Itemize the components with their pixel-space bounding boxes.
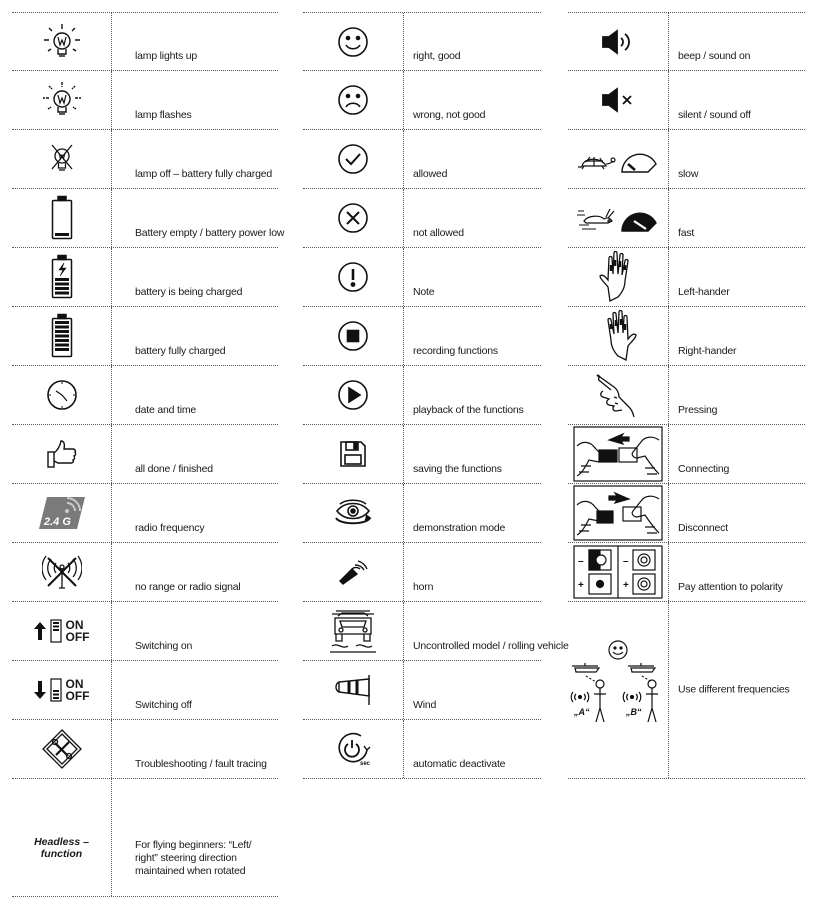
legend-label: Uncontrolled model / rolling vehicle: [413, 640, 569, 652]
legend-row-lamp-off: [12, 130, 278, 189]
smiley-happy-icon: [337, 26, 369, 58]
lamp-off-icon: [44, 141, 80, 177]
legend-label: right, good: [413, 50, 461, 62]
legend-row-battery-full: [12, 307, 278, 366]
battery-full-icon: [50, 313, 74, 359]
switch-off-text: OFF: [65, 630, 90, 644]
legend-row-lamp-flash: [12, 71, 278, 130]
smiley-sad-icon: [337, 84, 369, 116]
legend-label: automatic deactivate: [413, 758, 506, 770]
legend-row-headless: [12, 779, 278, 897]
legend-row-slow: [568, 130, 805, 189]
legend-row-smiley-happy: [303, 12, 541, 71]
auto-power-off-icon: [333, 730, 373, 768]
thumbs-up-icon: [45, 437, 79, 471]
legend-label: fast: [678, 227, 695, 239]
clock-icon: [45, 378, 79, 412]
legend-label: Left-hander: [678, 286, 730, 298]
legend-row-note: [303, 248, 541, 307]
legend-label: radio frequency: [135, 522, 205, 534]
legend-label: Pressing: [678, 404, 718, 416]
legend-label: horn: [413, 581, 434, 593]
legend-row-connecting: [568, 425, 805, 484]
legend-label: lamp lights up: [135, 50, 197, 62]
frequency-b-label: „B“: [626, 707, 642, 717]
legend-row-left-hander: [568, 248, 805, 307]
legend-label: lamp off – battery fully charged: [135, 168, 272, 180]
legend-row-battery-charging: [12, 248, 278, 307]
legend-label: battery fully charged: [135, 345, 226, 357]
battery-charging-icon: [50, 254, 74, 300]
connecting-icon: [573, 426, 663, 482]
legend-label: silent / sound off: [678, 109, 751, 121]
switch-on-text: ON: [65, 618, 84, 632]
legend-row-smiley-sad: [303, 71, 541, 130]
legend-row-wind: [303, 661, 541, 720]
headless-function-description: For flying beginners: “Left/ right” steering direction maintained when rotated: [135, 839, 252, 877]
legend-label: allowed: [413, 168, 448, 180]
legend-row-polarity: [568, 543, 805, 602]
windsock-icon: [331, 673, 375, 707]
legend-row-auto-off: [303, 720, 541, 779]
speaker-on-icon: [601, 29, 635, 55]
radio-frequency-badge: 2.4 G: [43, 516, 71, 528]
polarity-icon: [573, 545, 663, 599]
legend-row-sound-off: [568, 71, 805, 130]
legend-row-troubleshooting: [12, 720, 278, 779]
legend-row-cross: [303, 189, 541, 248]
polarity-minus-left: –: [578, 556, 584, 567]
exclamation-circle-icon: [337, 261, 369, 293]
speaker-mute-icon: [601, 87, 635, 113]
legend-label: not allowed: [413, 227, 464, 239]
legend-row-lamp-lit: [12, 12, 278, 71]
legend-row-no-signal: [12, 543, 278, 602]
legend-label: Switching off: [135, 699, 192, 711]
legend-label: slow: [678, 168, 699, 180]
legend-label: Right-hander: [678, 345, 737, 357]
right-hand-icon: [598, 310, 638, 362]
polarity-plus-right: +: [623, 580, 629, 591]
legend-row-frequencies: [568, 602, 805, 779]
legend-row-battery-empty: [12, 189, 285, 248]
switch-off-icon: [34, 678, 90, 702]
lamp-lit-icon: [40, 22, 84, 62]
demo-eye-icon: [332, 498, 374, 528]
legend-label: demonstration mode: [413, 522, 506, 534]
legend-label: battery is being charged: [135, 286, 243, 298]
legend-row-demo: [303, 484, 541, 543]
legend-label: lamp flashes: [135, 109, 192, 121]
legend-label: no range or radio signal: [135, 581, 241, 593]
polarity-plus-left: +: [578, 580, 584, 591]
cross-circle-icon: [337, 202, 369, 234]
legend-label: Wind: [413, 699, 437, 711]
legend-row-right-hander: [568, 307, 805, 366]
legend-label: Pay attention to polarity: [678, 581, 783, 593]
legend-label: recording functions: [413, 345, 498, 357]
legend-label: playback of the functions: [413, 404, 524, 416]
troubleshooting-icon: [42, 729, 82, 769]
legend-row-thumbs-up: [12, 425, 278, 484]
legend-label: all done / finished: [135, 463, 213, 475]
disconnect-icon: [573, 485, 663, 541]
legend-row-sound-on: [568, 12, 805, 71]
legend-row-save: [303, 425, 541, 484]
legend-label: beep / sound on: [678, 50, 751, 62]
no-signal-icon: [42, 554, 82, 590]
legend-row-fast: [568, 189, 805, 248]
legend-row-check: [303, 130, 541, 189]
legend-label: Switching on: [135, 640, 193, 652]
legend-label: Troubleshooting / fault tracing: [135, 758, 267, 770]
legend-label: date and time: [135, 404, 197, 416]
lamp-flash-icon: [40, 80, 84, 120]
legend-label: Use different frequencies: [678, 683, 790, 696]
legend-row-pressing: [568, 366, 805, 425]
legend-row-play: [303, 366, 541, 425]
legend-row-radio-frequency: [12, 484, 278, 543]
turtle-gauge-icon: [576, 142, 660, 176]
rabbit-gauge-icon: [576, 201, 660, 235]
legend-row-horn: [303, 543, 541, 602]
check-circle-icon: [337, 143, 369, 175]
legend-label: Disconnect: [678, 522, 728, 534]
legend-row-disconnect: [568, 484, 805, 543]
legend-column-3: [568, 12, 805, 779]
auto-off-sec-label: sec: [360, 761, 371, 767]
horn-icon: [337, 556, 369, 588]
legend-row-switch-off: [12, 661, 278, 720]
legend-row-switch-on: [12, 602, 278, 661]
legend-label: saving the functions: [413, 463, 502, 475]
polarity-minus-right: –: [623, 556, 629, 567]
legend-row-clock: [12, 366, 278, 425]
left-hand-icon: [598, 251, 638, 303]
legend-column-1: [12, 12, 285, 897]
legend-row-rolling-car: [303, 602, 569, 661]
frequencies-icon: [570, 640, 666, 740]
legend-label: Note: [413, 286, 435, 298]
legend-row-record: [303, 307, 541, 366]
headless-function-title: Headless – function: [34, 836, 89, 860]
floppy-disk-icon: [339, 440, 367, 468]
record-icon: [337, 320, 369, 352]
pressing-finger-icon: [594, 371, 642, 419]
rolling-car-icon: [328, 608, 378, 654]
frequency-a-label: „A“: [574, 707, 590, 717]
battery-empty-icon: [50, 195, 74, 241]
legend-column-2: [303, 12, 569, 779]
switch-on-text: ON: [65, 677, 84, 691]
radio-frequency-icon: [37, 495, 87, 531]
legend-label: Connecting: [678, 463, 730, 475]
switch-on-icon: [34, 619, 90, 643]
switch-off-text: OFF: [65, 689, 90, 703]
legend-label: Battery empty / battery power low: [135, 227, 285, 239]
legend-label: wrong, not good: [413, 109, 486, 121]
play-icon: [337, 379, 369, 411]
